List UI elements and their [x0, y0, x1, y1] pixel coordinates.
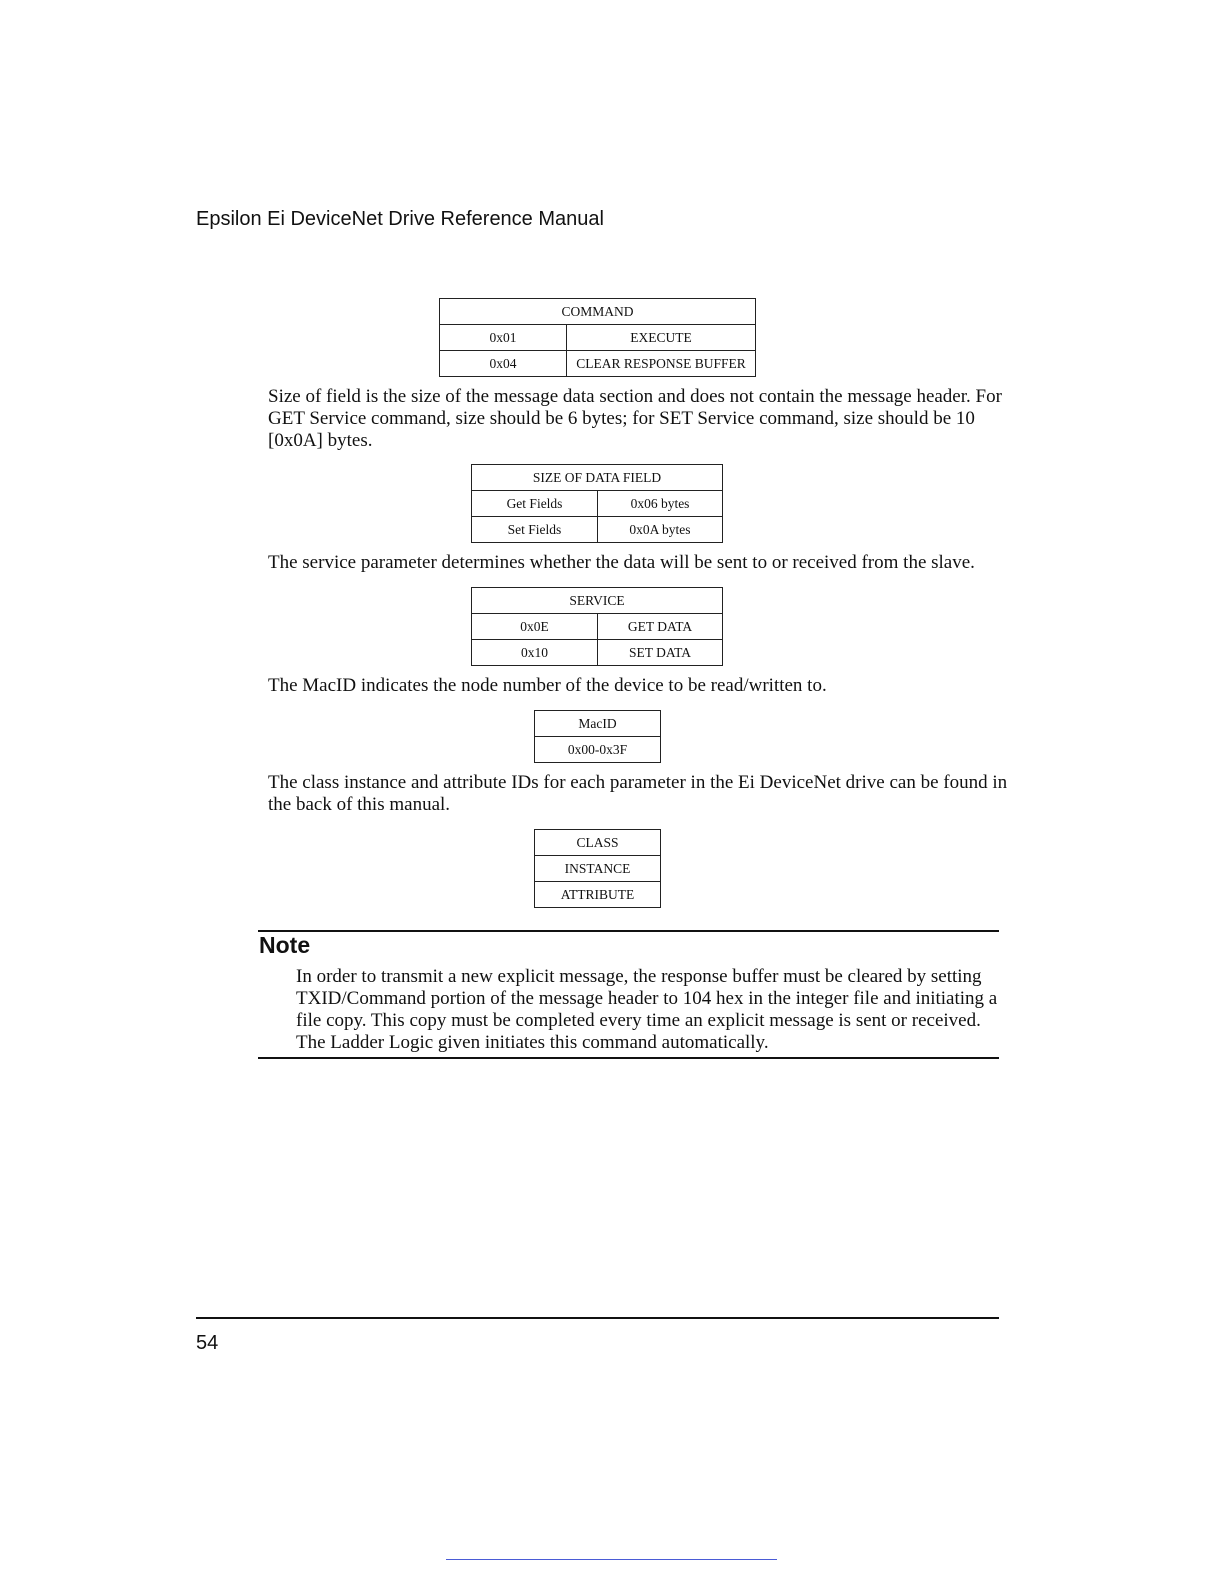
command-code: 0x01 — [440, 325, 567, 351]
command-label: EXECUTE — [567, 325, 756, 351]
class-paragraph: The class instance and attribute IDs for each parameter in the Ei DeviceNet drive can be found in the back of this manual. — [268, 772, 1008, 815]
service-paragraph: The service parameter determines whether the data will be sent to or received from the slave. — [268, 552, 975, 573]
size-paragraph: Size of field is the size of the message data section and does not contain the message header. For GET Service command, size should be 6 bytes; for SET Service command, size should be 10 [0x0A] bytes. — [268, 386, 1002, 451]
table-row — [472, 517, 723, 543]
running-header: Epsilon Ei DeviceNet Drive Reference Manual — [196, 208, 604, 230]
command-table-header: COMMAND — [440, 299, 756, 325]
class-table — [534, 829, 661, 908]
attribute-cell: ATTRIBUTE — [535, 882, 661, 908]
size-field-value: 0x06 bytes — [598, 491, 723, 517]
note-body: In order to transmit a new explicit message, the response buffer must be cleared by setting TXID/Command portion of the message header to 104 hex in the integer file and initiating a file copy. This copy must be completed every time an explicit message is sent or received. The Ladder Logic given initiates this command automatically. — [296, 966, 998, 1053]
table-row — [472, 614, 723, 640]
service-table — [471, 587, 723, 666]
size-table-header: SIZE OF DATA FIELD — [472, 465, 723, 491]
service-code: 0x10 — [472, 640, 598, 666]
class-cell: CLASS — [535, 830, 661, 856]
size-field-value: 0x0A bytes — [598, 517, 723, 543]
service-label: GET DATA — [598, 614, 723, 640]
table-row — [472, 491, 723, 517]
service-label: SET DATA — [598, 640, 723, 666]
note-top-rule — [258, 930, 999, 932]
service-code: 0x0E — [472, 614, 598, 640]
bottom-link-underline[interactable] — [446, 1559, 777, 1560]
table-row — [440, 325, 756, 351]
note-bottom-rule — [258, 1057, 999, 1059]
service-table-header: SERVICE — [472, 588, 723, 614]
footer-rule — [196, 1317, 999, 1319]
page-number: 54 — [196, 1332, 219, 1354]
note-title: Note — [259, 932, 311, 958]
size-table — [471, 464, 723, 543]
size-field-name: Get Fields — [472, 491, 598, 517]
command-code: 0x04 — [440, 351, 567, 377]
command-table — [439, 298, 756, 377]
macid-table-header: MacID — [535, 711, 661, 737]
macid-paragraph: The MacID indicates the node number of the device to be read/written to. — [268, 675, 827, 696]
macid-range: 0x00-0x3F — [535, 737, 661, 763]
table-row — [472, 640, 723, 666]
macid-table — [534, 710, 661, 763]
command-label: CLEAR RESPONSE BUFFER — [567, 351, 756, 377]
instance-cell: INSTANCE — [535, 856, 661, 882]
size-field-name: Set Fields — [472, 517, 598, 543]
table-row — [440, 351, 756, 377]
